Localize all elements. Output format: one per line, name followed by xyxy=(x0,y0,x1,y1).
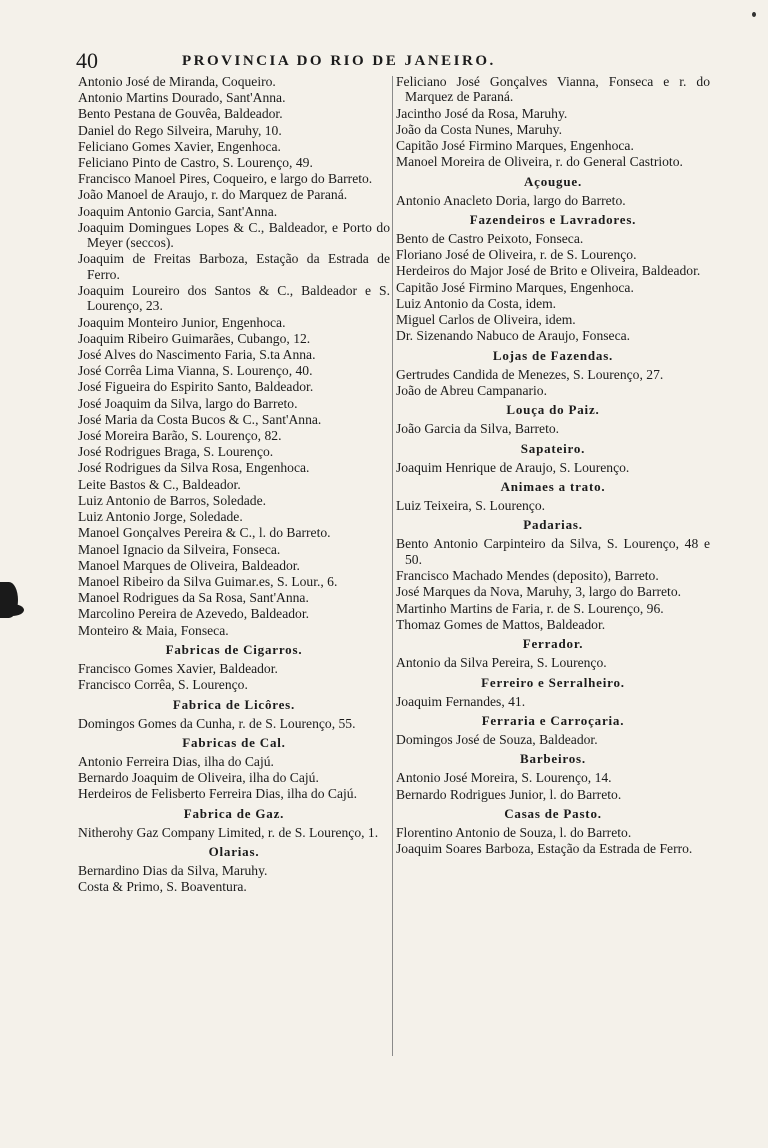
directory-entry: Bento de Castro Peixoto, Fonseca. xyxy=(396,231,584,247)
directory-entry: Bernardo Rodrigues Junior, l. do Barreto. xyxy=(396,786,622,802)
directory-entry: Feliciano Pinto de Castro, S. Lourenço, 49. xyxy=(78,155,313,171)
section-heading: Ferreiro e Serralheiro. xyxy=(481,674,625,690)
directory-entry: Herdeiros do Major José de Brito e Oliveira, Baldeador. xyxy=(396,263,701,279)
directory-entry: Francisco Corrêa, S. Lourenço. xyxy=(78,677,248,693)
page-header xyxy=(76,48,716,74)
directory-entry: Joaquim Loureiro dos Santos & C., Baldeador e S. Lourenço, 23. xyxy=(78,283,390,314)
directory-entry: Florentino Antonio de Souza, l. do Barreto. xyxy=(396,824,632,840)
right-column xyxy=(396,74,710,857)
directory-entry: Joaquim Fernandes, 41. xyxy=(396,693,526,709)
directory-entry: Jacintho José da Rosa, Maruhy. xyxy=(396,105,568,121)
page-speck xyxy=(752,12,756,17)
directory-entry: Herdeiros de Felisberto Ferreira Dias, ilha do Cajú. xyxy=(78,786,357,802)
directory-entry: Manoel Ignacio da Silveira, Fonseca. xyxy=(78,541,281,557)
directory-entry: Joaquim Monteiro Junior, Engenhoca. xyxy=(78,314,286,330)
directory-entry: Antonio Ferreira Dias, ilha do Cajú. xyxy=(78,753,274,769)
directory-entry: Daniel do Rego Silveira, Maruhy, 10. xyxy=(78,122,282,138)
directory-entry: Luiz Teixeira, S. Lourenço. xyxy=(396,498,546,514)
ink-blot xyxy=(0,604,24,616)
directory-entry: Joaquim Henrique de Araujo, S. Lourenço. xyxy=(396,459,630,475)
directory-entry: José Moreira Barão, S. Lourenço, 82. xyxy=(78,428,282,444)
page-number: 40 xyxy=(76,48,98,73)
section-heading: Barbeiros. xyxy=(520,751,586,767)
directory-entry: José Corrêa Lima Vianna, S. Lourenço, 40. xyxy=(78,363,313,379)
directory-entry: Luiz Antonio Jorge, Soledade. xyxy=(78,509,243,525)
directory-entry: Luiz Antonio de Barros, Soledade. xyxy=(78,492,267,508)
directory-entry: Domingos José de Souza, Baldeador. xyxy=(396,731,598,747)
directory-entry: Manoel Moreira de Oliveira, r. do General Castrioto. xyxy=(396,154,683,170)
directory-entry: Thomaz Gomes de Mattos, Baldeador. xyxy=(396,616,606,632)
directory-entry: Francisco Gomes Xavier, Baldeador. xyxy=(78,660,278,676)
section-heading: Casas de Pasto. xyxy=(504,805,602,821)
directory-entry: Joaquim Ribeiro Guimarães, Cubango, 12. xyxy=(78,330,311,346)
directory-entry: Antonio José de Miranda, Coqueiro. xyxy=(78,74,276,89)
section-heading: Fazendeiros e Lavradores. xyxy=(469,212,637,228)
section-heading: Sapateiro. xyxy=(520,440,586,456)
section-heading: Fabrica de Licôres. xyxy=(172,696,296,712)
directory-entry: Floriano José de Oliveira, r. de S. Lourenço. xyxy=(396,247,637,263)
directory-entry: João de Abreu Campanario. xyxy=(396,382,547,398)
column-divider xyxy=(392,76,393,1056)
section-heading: Ferraria e Carroçaria. xyxy=(481,712,625,728)
section-heading: Fabricas de Cal. xyxy=(182,734,286,750)
directory-entry: José Rodrigues da Silva Rosa, Engenhoca. xyxy=(78,460,310,476)
directory-entry: Francisco Manoel Pires, Coqueiro, e largo do Barreto. xyxy=(78,171,373,187)
directory-entry: Joaquim Domingues Lopes & C., Baldeador, e Porto do Meyer (seccos). xyxy=(78,219,390,251)
directory-entry: Bernardino Dias da Silva, Maruhy. xyxy=(78,863,268,879)
section-heading: Fabricas de Cigarros. xyxy=(165,641,303,657)
directory-entry: Francisco Machado Mendes (deposito), Barreto. xyxy=(396,568,659,584)
directory-entry: João Manoel de Araujo, r. do Marquez de Paraná. xyxy=(78,187,348,203)
directory-entry: José Maria da Costa Bucos & C., Sant'Anna. xyxy=(78,411,322,427)
directory-entry: Miguel Carlos de Oliveira, idem. xyxy=(396,312,576,328)
directory-entry: Feliciano José Gonçalves Vianna, Fonseca e r. do Marquez de Paraná. xyxy=(396,74,710,105)
directory-entry: José Rodrigues Braga, S. Lourenço. xyxy=(78,444,274,460)
directory-entry: Nitherohy Gaz Company Limited, r. de S. Lourenço, 1. xyxy=(78,824,379,840)
section-heading: Louça do Paiz. xyxy=(506,402,600,418)
directory-entry: Manoel Ribeiro da Silva Guimar.es, S. Lour., 6. xyxy=(78,573,338,589)
directory-entry: João Garcia da Silva, Barreto. xyxy=(396,421,560,437)
section-heading: Lojas de Fazendas. xyxy=(492,347,614,363)
directory-entry: Manoel Gonçalves Pereira & C., l. do Barreto. xyxy=(78,525,331,541)
directory-entry: Manoel Rodrigues da Sa Rosa, Sant'Anna. xyxy=(78,590,309,606)
directory-entry: Bernardo Joaquim de Oliveira, ilha do Cajú. xyxy=(78,770,319,786)
directory-entry: Marcolino Pereira de Azevedo, Baldeador. xyxy=(78,606,310,622)
directory-entry: Dr. Sizenando Nabuco de Araujo, Fonseca. xyxy=(396,328,631,344)
directory-entry: Leite Bastos & C., Baldeador. xyxy=(78,476,241,492)
directory-entry: Capitão José Firmino Marques, Engenhoca. xyxy=(396,279,634,295)
directory-entry: José Figueira do Espirito Santo, Baldeador. xyxy=(78,379,314,395)
section-heading: Fabrica de Gaz. xyxy=(183,805,285,821)
directory-entry: Bento Antonio Carpinteiro da Silva, S. Lourenço, 48 e 50. xyxy=(396,536,710,567)
directory-entry: Manoel Marques de Oliveira, Baldeador. xyxy=(78,557,300,573)
section-heading: Olarias. xyxy=(208,844,260,860)
directory-entry: Luiz Antonio da Costa, idem. xyxy=(396,295,557,311)
section-heading: Ferrador. xyxy=(522,636,584,652)
directory-entry: Monteiro & Maia, Fonseca. xyxy=(78,622,229,638)
running-title: PROVINCIA DO RIO DE JANEIRO. xyxy=(182,53,496,69)
section-heading: Padarias. xyxy=(523,517,583,533)
directory-entry: Domingos Gomes da Cunha, r. de S. Lourenço, 55. xyxy=(78,715,356,731)
directory-entry: Joaquim de Freitas Barboza, Estação da Estrada de Ferro. xyxy=(78,251,390,282)
directory-entry: Gertrudes Candida de Menezes, S. Lourenço, 27. xyxy=(396,366,664,382)
left-column xyxy=(78,74,390,896)
directory-entry: Capitão José Firmino Marques, Engenhoca. xyxy=(396,138,634,154)
directory-entry: Costa & Primo, S. Boaventura. xyxy=(78,879,247,895)
directory-entry: Bento Pestana de Gouvêa, Baldeador. xyxy=(78,106,283,122)
directory-entry: Feliciano Gomes Xavier, Engenhoca. xyxy=(78,138,281,154)
directory-entry: Antonio Anacleto Doria, largo do Barreto. xyxy=(396,192,626,208)
directory-entry: Antonio da Silva Pereira, S. Lourenço. xyxy=(396,655,607,671)
directory-entry: José Joaquim da Silva, largo do Barreto. xyxy=(78,395,298,411)
section-heading: Animaes a trato. xyxy=(500,479,606,495)
directory-entry: João da Costa Nunes, Maruhy. xyxy=(396,121,562,137)
section-heading: Açougue. xyxy=(523,173,583,189)
directory-entry: Martinho Martins de Faria, r. de S. Lourenço, 96. xyxy=(396,600,664,616)
directory-entry: José Alves do Nascimento Faria, S.ta Anna. xyxy=(78,347,316,363)
directory-entry: José Marques da Nova, Maruhy, 3, largo do Barreto. xyxy=(396,584,682,600)
directory-entry: Antonio José Moreira, S. Lourenço, 14. xyxy=(396,770,612,786)
directory-entry: Joaquim Antonio Garcia, Sant'Anna. xyxy=(78,203,278,219)
directory-entry: Joaquim Soares Barboza, Estação da Estrada de Ferro. xyxy=(396,841,693,857)
directory-entry: Antonio Martins Dourado, Sant'Anna. xyxy=(78,90,286,106)
